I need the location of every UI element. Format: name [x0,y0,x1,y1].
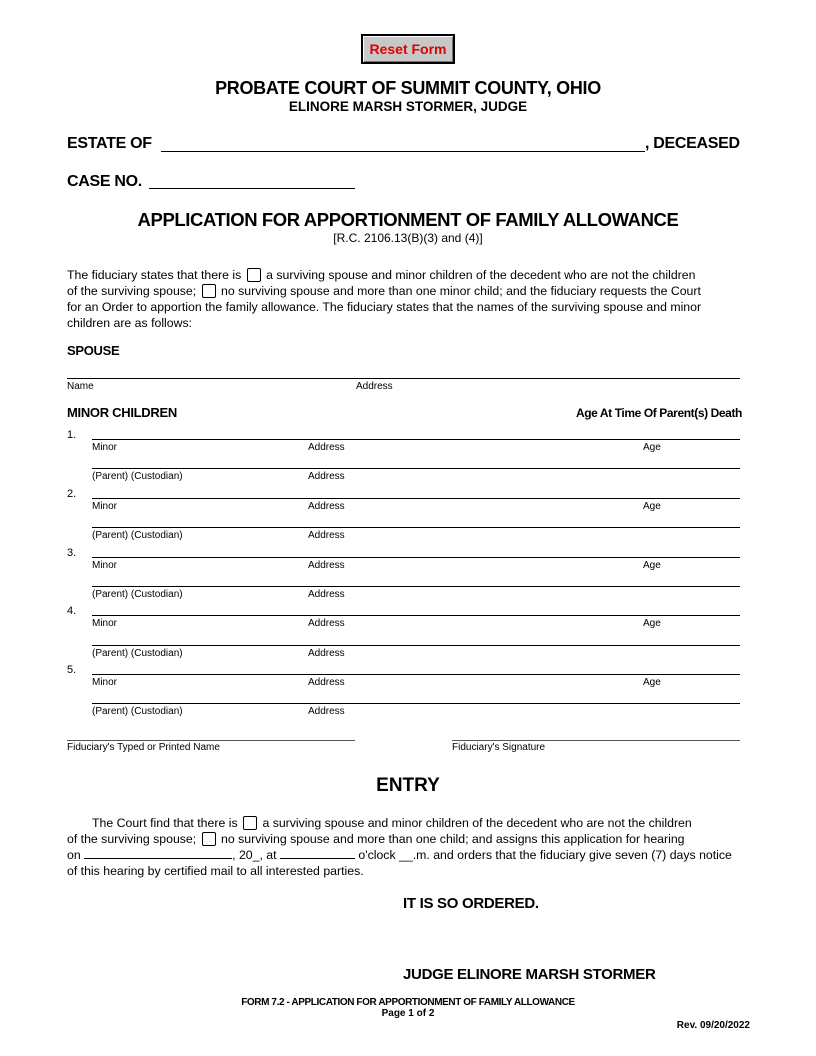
minor-label: Minor [92,618,118,629]
age-label: Age [643,560,661,571]
parent-line[interactable] [92,468,740,469]
signature-line[interactable] [452,740,740,741]
spouse-line[interactable] [67,378,740,379]
deceased-label: , DECEASED [645,135,740,152]
parent-address-label: Address [308,648,345,659]
parent-label: (Parent) (Custodian) [92,589,183,600]
entry-part4: of this hearing by certified mail to all interested parties. [67,864,364,878]
so-ordered: IT IS SO ORDERED. [403,895,539,912]
typed-name-line[interactable] [67,740,355,741]
parent-line[interactable] [92,645,740,646]
minor-label: Minor [92,560,118,571]
entry-year: , 20_, at [232,848,277,862]
entry-on: on [67,848,81,862]
typed-name-label: Fiduciary's Typed or Printed Name [67,742,220,753]
entry-option1: a surviving spouse and minor children of the decedent who are not the children [262,816,692,830]
statement-option2: no surviving spouse and more than one minor child; and the fiduciary requests the Court [221,284,701,298]
minor-address-label: Address [308,618,345,629]
spouse-address-label: Address [356,381,393,392]
statement-part2: of the surviving spouse; [67,284,197,298]
parent-address-label: Address [308,530,345,541]
minor-children-heading: MINOR CHILDREN [67,405,177,420]
entry-heading: ENTRY [376,775,440,796]
footer-page: Page 1 of 2 [381,1008,435,1019]
child-number: 2. [67,488,77,500]
no-spouse-checkbox[interactable] [202,284,216,298]
statement-part4: children are as follows: [67,316,193,330]
child-number: 1. [67,429,77,441]
child-number: 4. [67,605,77,617]
entry-option2: no surviving spouse and more than one child; and assigns this application for hearing [221,832,685,846]
age-label: Age [643,501,661,512]
statute-citation: [R.C. 2106.13(B)(3) and (4)] [333,231,483,245]
form-title: APPLICATION FOR APPORTIONMENT OF FAMILY ALLOWANCE [137,209,679,230]
entry-no-spouse-checkbox[interactable] [202,832,216,846]
entry-part1: The Court find that there is [92,816,238,830]
age-heading: Age At Time Of Parent(s) Death [575,406,742,420]
minor-line[interactable] [92,498,740,499]
parent-address-label: Address [308,706,345,717]
footer-revision: Rev. 09/20/2022 [676,1020,750,1031]
minor-address-label: Address [308,677,345,688]
parent-line[interactable] [92,703,740,704]
child-number: 3. [67,547,77,559]
minor-line[interactable] [92,439,740,440]
estate-of-label: ESTATE OF [67,135,152,152]
fiduciary-statement [67,267,757,331]
statement-part1: The fiduciary states that there is [67,268,242,282]
minor-line[interactable] [92,674,740,675]
statement-part3: for an Order to apportion the family allowance. The fiduciary states that the names of the surviving spouse and minor [67,300,702,314]
minor-address-label: Address [308,560,345,571]
reset-form-button[interactable]: Reset Form [361,34,455,64]
footer-form-name: FORM 7.2 - APPLICATION FOR APPORTIONMENT OF FAMILY ALLOWANCE [241,997,575,1008]
statement-option1: a surviving spouse and minor children of the decedent who are not the children [266,268,696,282]
minor-line[interactable] [92,615,740,616]
minor-line[interactable] [92,557,740,558]
estate-name-field[interactable] [161,135,645,152]
minor-label: Minor [92,677,118,688]
hearing-date-field[interactable] [84,858,232,859]
parent-address-label: Address [308,589,345,600]
parent-label: (Parent) (Custodian) [92,706,183,717]
parent-label: (Parent) (Custodian) [92,648,183,659]
court-title: PROBATE COURT OF SUMMIT COUNTY, OHIO [215,78,601,98]
parent-address-label: Address [308,471,345,482]
case-number-field[interactable] [149,172,355,189]
minor-address-label: Address [308,442,345,453]
child-number: 5. [67,664,77,676]
case-no-label: CASE NO. [67,173,142,190]
minor-address-label: Address [308,501,345,512]
parent-label: (Parent) (Custodian) [92,530,183,541]
minor-label: Minor [92,442,118,453]
spouse-heading: SPOUSE [67,343,120,358]
age-label: Age [643,618,661,629]
spouse-children-checkbox[interactable] [247,268,261,282]
parent-label: (Parent) (Custodian) [92,471,183,482]
entry-part2: of the surviving spouse; [67,832,197,846]
entry-paragraph [67,815,757,879]
hearing-time-field[interactable] [280,858,355,859]
age-label: Age [643,442,661,453]
spouse-name-label: Name [67,381,94,392]
signature-label: Fiduciary's Signature [452,742,546,753]
entry-spouse-children-checkbox[interactable] [243,816,257,830]
entry-oclock: o'clock __.m. and orders that the fiduciary give seven (7) days notice [358,848,732,862]
parent-line[interactable] [92,527,740,528]
parent-line[interactable] [92,586,740,587]
judge-signature: JUDGE ELINORE MARSH STORMER [403,966,656,983]
minor-label: Minor [92,501,118,512]
age-label: Age [643,677,661,688]
judge-subtitle: ELINORE MARSH STORMER, JUDGE [288,99,528,114]
